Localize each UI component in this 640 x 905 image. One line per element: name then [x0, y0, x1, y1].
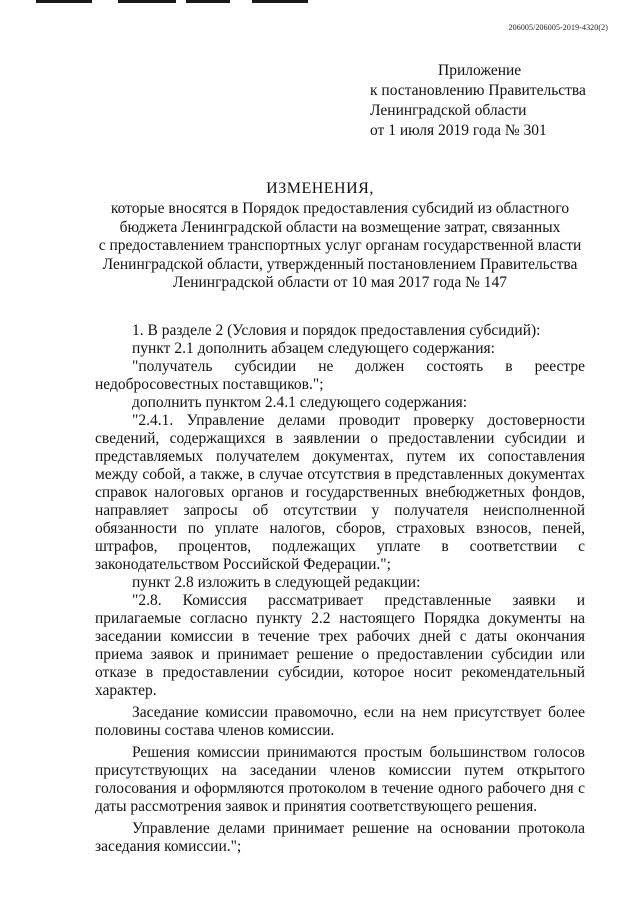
- scan-artifact-bar: [36, 0, 92, 3]
- appendix-line: Ленинградской области: [370, 102, 527, 119]
- scan-artifact-bar: [186, 0, 230, 3]
- appendix-block: [370, 61, 586, 141]
- paragraph: 1. В разделе 2 (Условия и порядок предоставления субсидий):: [132, 322, 541, 339]
- subtitle-line: бюджета Ленинградской области на возмещение затрат, связанных: [119, 218, 561, 236]
- document-title: ИЗМЕНЕНИЯ,: [266, 180, 374, 197]
- scan-artifact-bar: [118, 0, 176, 3]
- paragraph: пункт 2.8 изложить в следующей редакции:: [132, 574, 421, 591]
- paragraph: "2.8. Комиссия рассматривает представленные заявки и прилагаемые согласно пункту 2.2 настоящего Порядка документы на заседании комиссии в течение трех рабочих дней с даты окончания приема заявок и принимает решение о предоставлении субсидии или отказе в предоставлении субсидии, которое носит рекомендательный характер.: [95, 592, 585, 699]
- document-id: 206005/206005-2019-4320(2): [508, 23, 608, 32]
- subtitle-line: Ленинградской области, утвержденный постановлением Правительства: [102, 255, 578, 273]
- paragraph: пункт 2.1 дополнить абзацем следующего содержания:: [132, 340, 495, 357]
- scan-artifact-bar: [252, 0, 308, 3]
- appendix-line: к постановлению Правительства: [370, 82, 586, 99]
- subtitle-line: Ленинградской области от 10 мая 2017 года № 147: [172, 274, 508, 291]
- paragraph: Управление делами принимает решение на основании протокола заседания комиссии.";: [95, 820, 585, 855]
- document-subtitle: [95, 200, 585, 293]
- document-body: [95, 322, 585, 856]
- subtitle-line: с предоставлением транспортных услуг органам государственной власти: [98, 237, 582, 254]
- paragraph: Заседание комиссии правомочно, если на нем присутствует более половины состава членов комиссии.: [95, 704, 585, 739]
- paragraph: Решения комиссии принимаются простым большинством голосов присутствующих на заседании членов комиссии путем открытого голосования и оформляются протоколом в течение одного рабочего дня с даты рассмотрения заявок и принятия соответствующего решения.: [95, 744, 585, 815]
- paragraph: "2.4.1. Управление делами проводит проверку достоверности сведений, содержащихся в заявлении о предоставлении субсидии и представляемых получателем документах, путем их сопоставления между собой, а также, в случае отсутствия в представленных документах справок налоговых органов и государственных внебюджетных фондов, направляет запросы об отсутствии у получателя неисполненной обязанности по уплате налогов, сборов, страховых взносов, пеней, штрафов, процентов, подлежащих уплате в соответствии с законодательством Российской Федерации.";: [95, 412, 585, 573]
- subtitle-line: которые вносятся в Порядок предоставления субсидий из областного: [110, 200, 570, 217]
- appendix-line: Приложение: [438, 62, 522, 79]
- appendix-line: от 1 июля 2019 года № 301: [370, 122, 547, 139]
- paragraph: "получатель субсидии не должен состоять в реестре недобросовестных поставщиков.";: [95, 358, 585, 393]
- paragraph: дополнить пунктом 2.4.1 следующего содержания:: [132, 394, 467, 411]
